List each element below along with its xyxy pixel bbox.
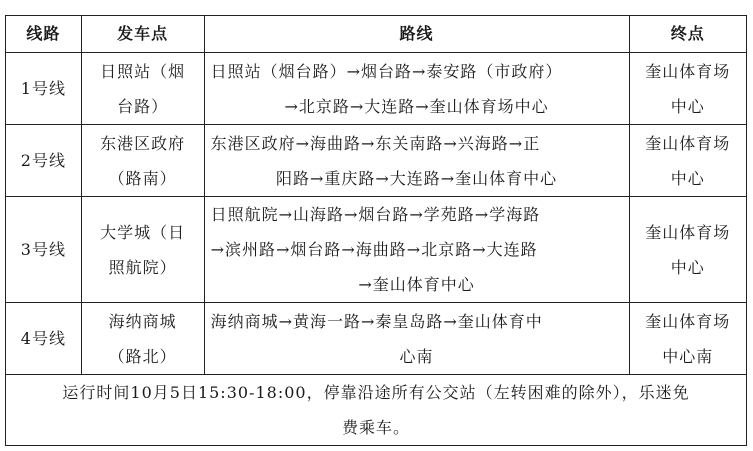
line-cell: 2号线	[6, 125, 82, 197]
route-text: →北京路→大连路→奎山体育场中心	[284, 96, 549, 116]
table-header-row	[6, 16, 747, 53]
table-row	[6, 125, 747, 197]
end-text: 中心南	[662, 346, 714, 366]
line-cell: 4号线	[6, 303, 82, 375]
service-note	[6, 375, 747, 446]
route-text: 东港区政府→海曲路→东关南路→兴海路→正	[210, 133, 541, 153]
start-text: 海纳商城	[108, 311, 177, 331]
header-end: 终点	[629, 16, 746, 53]
end-cell	[629, 303, 746, 375]
start-text: 东港区政府	[100, 133, 186, 153]
start-text: 台路）	[117, 96, 169, 116]
header-route: 路线	[204, 16, 629, 53]
table-row	[6, 197, 747, 303]
route-cell	[204, 197, 629, 303]
header-line: 线路	[6, 16, 82, 53]
route-text: →奎山体育中心	[358, 275, 475, 294]
start-cell	[81, 53, 204, 125]
end-text: 中心	[670, 257, 705, 277]
route-text: 海纳商城→黄海一路→秦皇岛路→奎山体育中	[210, 311, 543, 331]
end-cell	[629, 197, 746, 303]
end-text: 奎山体育场	[645, 311, 731, 331]
start-cell	[81, 197, 204, 303]
end-text: 奎山体育场	[645, 133, 731, 153]
bus-route-table	[5, 15, 747, 446]
route-text: →滨州路→烟台路→海曲路→北京路→大连路	[210, 240, 538, 259]
note-row	[6, 375, 747, 446]
start-text: 大学城（日	[100, 222, 186, 242]
end-cell	[629, 125, 746, 197]
end-cell	[629, 53, 746, 125]
route-cell	[204, 303, 629, 375]
start-cell	[81, 125, 204, 197]
line-cell: 3号线	[6, 197, 82, 303]
route-text: 心南	[399, 346, 434, 366]
route-text: 日照站（烟台路）→烟台路→泰安路（市政府）	[210, 61, 563, 81]
route-text: 日照航院→山海路→烟台路→学苑路→学海路	[210, 205, 541, 224]
start-text: （路南）	[108, 168, 177, 188]
route-cell	[204, 53, 629, 125]
note-text: 运行时间10月5日15:30-18:00，停靠沿途所有公交站（左转困难的除外），乐迷免	[62, 383, 690, 402]
start-text: （路北）	[108, 346, 177, 366]
start-text: 照航院）	[108, 257, 177, 277]
end-text: 奎山体育场	[645, 61, 731, 81]
start-text: 日照站（烟	[100, 61, 186, 81]
table-row	[6, 303, 747, 375]
start-cell	[81, 303, 204, 375]
route-text: 阳路→重庆路→大连路→奎山体育中心	[275, 168, 558, 188]
line-cell: 1号线	[6, 53, 82, 125]
note-text: 费乘车。	[341, 418, 410, 437]
table-row	[6, 53, 747, 125]
header-start: 发车点	[81, 16, 204, 53]
end-text: 中心	[670, 168, 705, 188]
route-cell	[204, 125, 629, 197]
end-text: 奎山体育场	[645, 222, 731, 242]
end-text: 中心	[670, 96, 705, 116]
